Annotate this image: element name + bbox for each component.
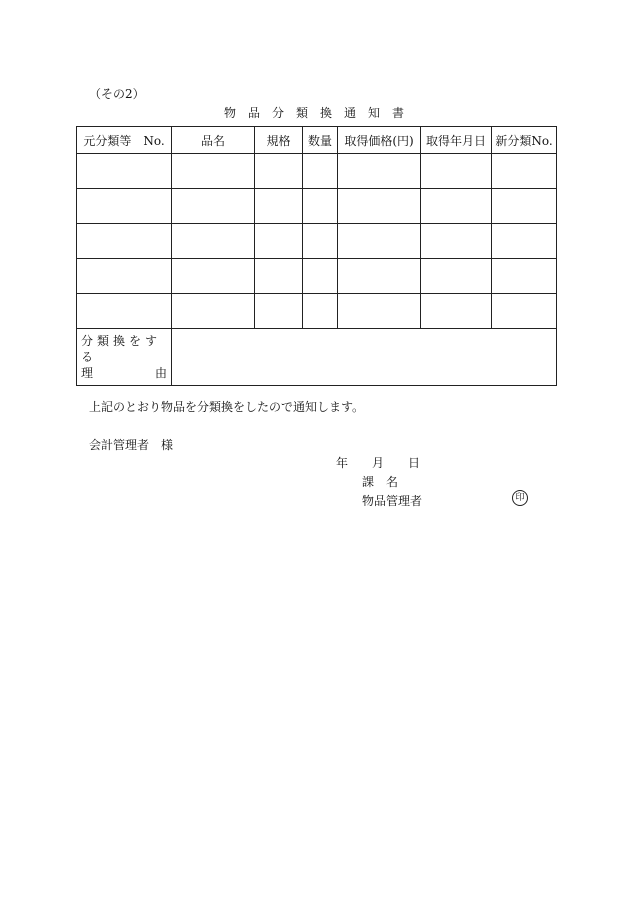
cell-specification[interactable] xyxy=(255,259,303,294)
cell-original-class-no[interactable] xyxy=(77,189,172,224)
cell-acquisition-price[interactable] xyxy=(338,154,421,189)
cell-original-class-no[interactable] xyxy=(77,294,172,329)
notice-text: 上記のとおり物品を分類換をしたので通知します。 xyxy=(89,400,365,414)
table-row xyxy=(77,154,557,189)
cell-acquisition-price[interactable] xyxy=(338,224,421,259)
addressee: 会計管理者 様 xyxy=(89,438,174,452)
header-new-class-no: 新分類No. xyxy=(492,127,557,154)
section-name-label: 課 名 xyxy=(362,475,399,489)
cell-specification[interactable] xyxy=(255,189,303,224)
reason-label-line2 xyxy=(81,365,167,381)
cell-item-name[interactable] xyxy=(172,189,255,224)
cell-item-name[interactable] xyxy=(172,224,255,259)
cell-item-name[interactable] xyxy=(172,154,255,189)
cell-acquisition-date[interactable] xyxy=(421,189,492,224)
document-title: 物品分類換通知書 xyxy=(224,106,417,120)
reason-label-line1: 分類換をする xyxy=(81,334,162,364)
cell-quantity[interactable] xyxy=(303,189,338,224)
cell-original-class-no[interactable] xyxy=(77,154,172,189)
cell-quantity[interactable] xyxy=(303,259,338,294)
table-row xyxy=(77,259,557,294)
cell-quantity[interactable] xyxy=(303,224,338,259)
table-row xyxy=(77,294,557,329)
cell-specification[interactable] xyxy=(255,224,303,259)
cell-quantity[interactable] xyxy=(303,154,338,189)
date-day: 日 xyxy=(408,456,421,470)
table-row xyxy=(77,189,557,224)
cell-specification[interactable] xyxy=(255,154,303,189)
property-manager-label: 物品管理者 xyxy=(362,494,423,508)
header-acquisition-price: 取得価格(円) xyxy=(338,127,421,154)
reason-value-cell[interactable] xyxy=(172,329,557,386)
cell-original-class-no[interactable] xyxy=(77,224,172,259)
reason-label-char-yu: 由 xyxy=(154,366,167,380)
cell-new-class-no[interactable] xyxy=(492,189,557,224)
cell-original-class-no[interactable] xyxy=(77,259,172,294)
seal-icon: 印 xyxy=(512,490,528,506)
cell-acquisition-price[interactable] xyxy=(338,259,421,294)
cell-acquisition-price[interactable] xyxy=(338,294,421,329)
cell-new-class-no[interactable] xyxy=(492,259,557,294)
cell-quantity[interactable] xyxy=(303,294,338,329)
cell-acquisition-date[interactable] xyxy=(421,154,492,189)
document-number: （その2） xyxy=(89,87,145,101)
header-acquisition-date: 取得年月日 xyxy=(421,127,492,154)
header-quantity: 数量 xyxy=(303,127,338,154)
header-row xyxy=(77,127,557,154)
cell-acquisition-date[interactable] xyxy=(421,259,492,294)
cell-new-class-no[interactable] xyxy=(492,154,557,189)
cell-specification[interactable] xyxy=(255,294,303,329)
reason-label xyxy=(77,329,172,386)
cell-new-class-no[interactable] xyxy=(492,294,557,329)
date-month: 月 xyxy=(372,456,385,470)
reclassification-table xyxy=(76,126,557,386)
cell-acquisition-date[interactable] xyxy=(421,294,492,329)
cell-new-class-no[interactable] xyxy=(492,224,557,259)
reason-label-char-ri: 理 xyxy=(81,366,94,380)
table-row xyxy=(77,224,557,259)
header-original-class-no: 元分類等 No. xyxy=(77,127,172,154)
date-year: 年 xyxy=(336,456,349,470)
cell-acquisition-date[interactable] xyxy=(421,224,492,259)
date-line xyxy=(336,454,420,471)
reason-row xyxy=(77,329,557,386)
cell-item-name[interactable] xyxy=(172,294,255,329)
header-item-name: 品名 xyxy=(172,127,255,154)
cell-acquisition-price[interactable] xyxy=(338,189,421,224)
cell-item-name[interactable] xyxy=(172,259,255,294)
header-specification: 規格 xyxy=(255,127,303,154)
